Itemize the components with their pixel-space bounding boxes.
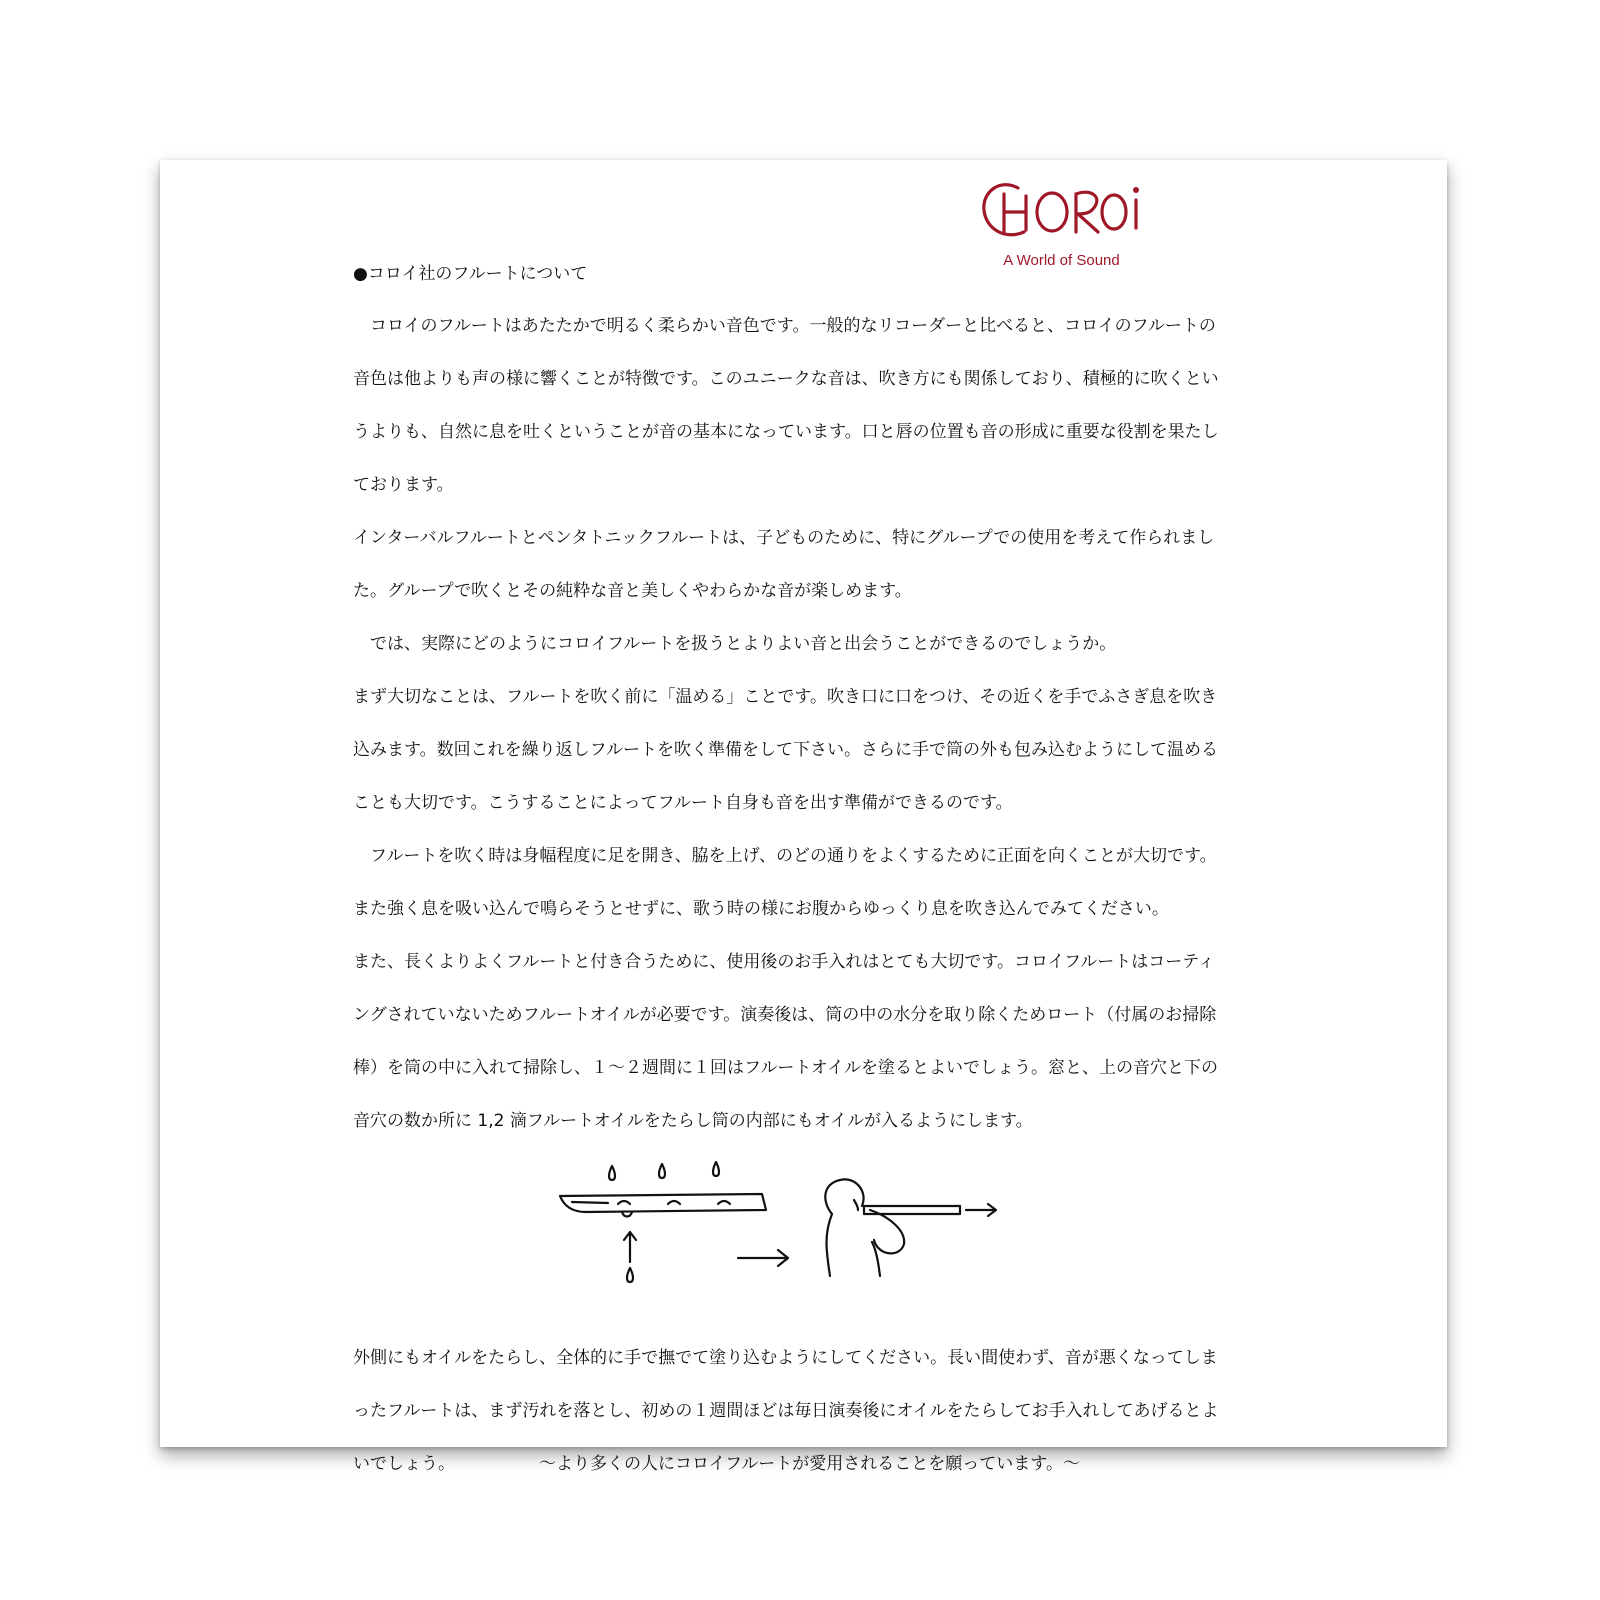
closing-message: ～より多くの人にコロイフルートが愛用されることを願っています。～: [539, 1454, 1080, 1474]
paragraph-line: また強く息を吸い込んで鳴らそうとせずに、歌う時の様にお腹からゆっくり息を吹き込んでみてください。: [353, 899, 1169, 919]
paragraph-line: 音色は他よりも声の様に響くことが特徴です。このユニークな音は、吹き方にも関係しており、積極的に吹くとい: [353, 369, 1219, 389]
paragraph-line: まず大切なことは、フルートを吹く前に「温める」ことです。吹き口に口をつけ、その近くを手でふさぎ息を吹き: [353, 687, 1218, 707]
oil-drop-icon: [609, 1162, 719, 1180]
flute-icon: [560, 1194, 766, 1217]
article-body: [353, 248, 1313, 1491]
oiling-illustration: [353, 1148, 1313, 1332]
closing-line: [353, 1438, 1313, 1491]
document-page: [160, 160, 1447, 1474]
last-line-text: いでしょう。: [353, 1454, 455, 1474]
paragraph-line: 外側にもオイルをたらし、全体的に手で撫でて塗り込むようにしてください。長い間使わず、音が悪くなってしま: [353, 1348, 1218, 1368]
paragraph-line: インターバルフルートとペンタトニックフルートは、子どものために、特にグループでの使用を考えて作られまし: [353, 528, 1215, 548]
player-figure-icon: [825, 1179, 996, 1276]
paragraph-line: ております。: [353, 475, 454, 495]
article-heading: ●コロイ社のフルートについて: [353, 264, 588, 284]
choroi-logo-mark: [980, 174, 1150, 254]
paragraph-line: フルートを吹く時は身幅程度に足を開き、脇を上げ、のどの通りをよくするために正面を向くことが大切です。: [353, 846, 1217, 866]
paragraph-line: 音穴の数か所に 1,2 滴フルートオイルをたらし筒の内部にもオイルが入るようにします。: [353, 1111, 1033, 1131]
paragraph-line: 込みます。数回これを繰り返しフルートを吹く準備をして下さい。さらに手で筒の外も包み込むようにして温める: [353, 740, 1218, 760]
paragraph-line: ことも大切です。こうすることによってフルート自身も音を出す準備ができるのです。: [353, 793, 1013, 813]
paragraph-line: ったフルートは、まず汚れを落とし、初めの１週間ほどは毎日演奏後にオイルをたらしてお手入れしてあげるとよ: [353, 1401, 1219, 1421]
paragraph-line: た。グループで吹くとその純粋な音と美しくやわらかな音が楽しめます。: [353, 581, 912, 601]
arrow-icon: [624, 1232, 636, 1282]
paragraph-line: また、長くよりよくフルートと付き合うために、使用後のお手入れはとても大切です。コロイフルートはコーティ: [353, 952, 1215, 972]
paragraph-line: コロイのフルートはあたたかで明るく柔らかい音色です。一般的なリコーダーと比べると、コロイのフルートの: [353, 316, 1216, 336]
paragraph-line: 棒）を筒の中に入れて掃除し、１～２週間に１回はフルートオイルを塗るとよいでしょう。窓と、上の音穴と下の: [353, 1058, 1218, 1078]
paragraph-line: うよりも、自然に息を吐くということが音の基本になっています。口と唇の位置も音の形成に重要な役割を果たし: [353, 422, 1219, 442]
logo-tagline: A World of Sound: [1003, 252, 1120, 269]
paragraph-line: では、実際にどのようにコロイフルートを扱うとよりよい音と出会うことができるのでしょうか。: [353, 634, 1117, 654]
oiling-drawing: [558, 1154, 1018, 1294]
arrow-icon: [738, 1250, 788, 1266]
paragraph-line: ングされていないためフルートオイルが必要です。演奏後は、筒の中の水分を取り除くためロート（付属のお掃除: [353, 1005, 1217, 1025]
